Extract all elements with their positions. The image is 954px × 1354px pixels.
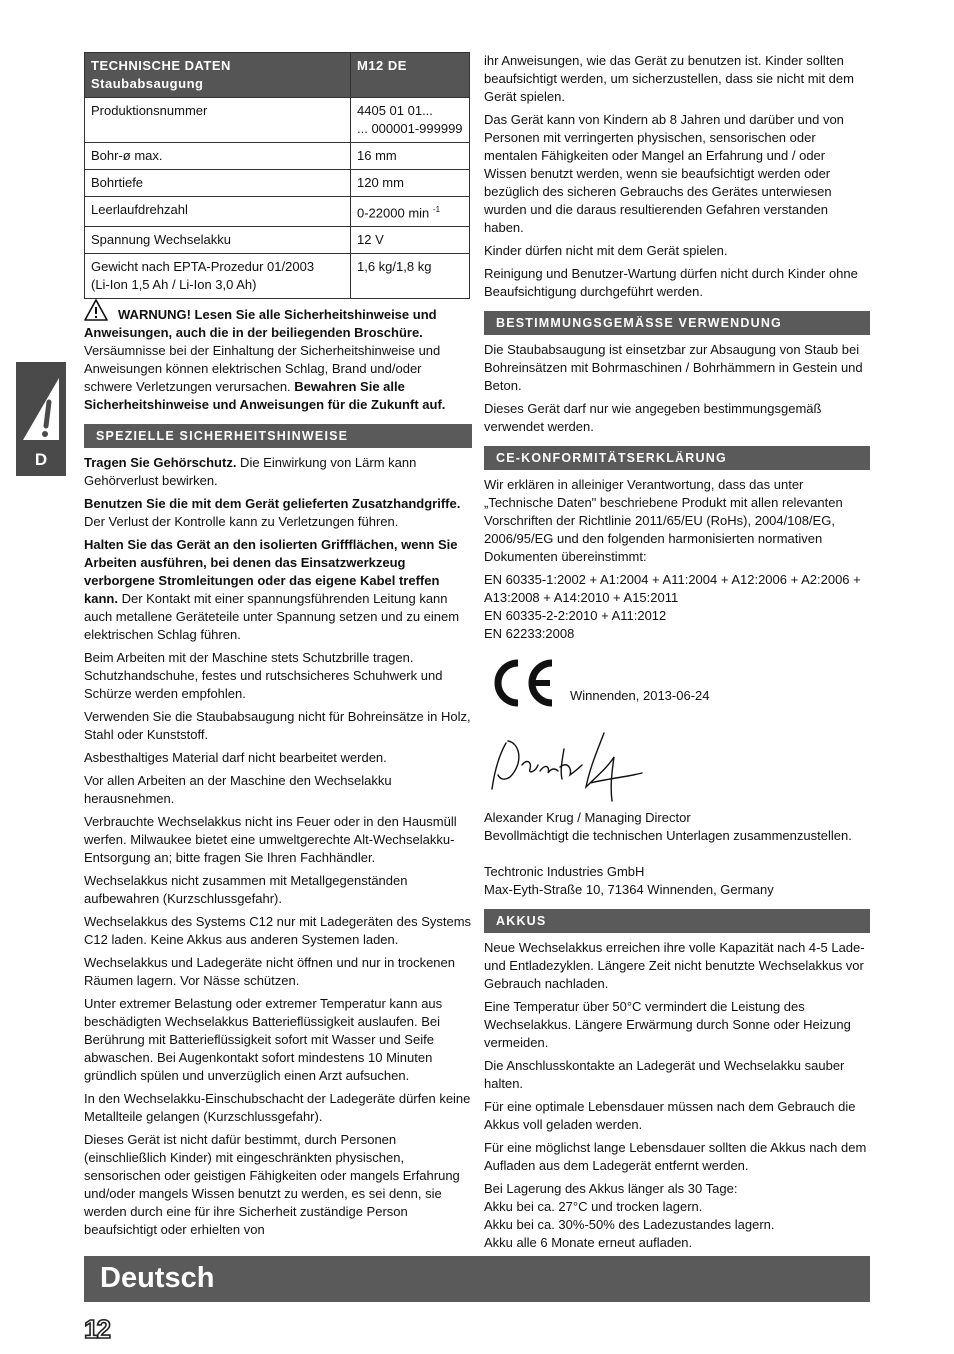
safety-paragraph (84, 536, 472, 644)
spec-value: 1,6 kg/1,8 kg (351, 254, 470, 299)
ce-standards (484, 571, 870, 643)
safety-paragraph (84, 454, 472, 490)
safety-paragraph: ihr Anweisungen, wie das Gerät zu benutzen ist. Kinder sollten beaufsichtigt werden, um sicherzustellen, dass sie nicht mit dem Gerät spielen. (484, 53, 854, 104)
spec-value: 16 mm (351, 143, 470, 170)
spec-header-line1: TECHNISCHE DATEN (91, 58, 231, 73)
ce-standard-line: A13:2008 + A14:2010 + A15:2011 (484, 590, 679, 605)
safety-text: Der Kontakt mit einer spannungsführenden Leitung kann auch metallene Geräteteile unter Spannung setzen und zu einem elektrischen Schlag führen. (84, 591, 460, 643)
spec-table (84, 52, 470, 299)
spec-label: Leerlaufdrehzahl (85, 197, 351, 227)
table-row (85, 227, 470, 254)
ce-mark-row (484, 657, 870, 723)
spec-value: 120 mm (351, 170, 470, 197)
safety-paragraph: Verbrauchte Wechselakkus nicht ins Feuer oder in den Hausmüll werfen. Milwaukee bietet eine umweltgerechte Alt-Wechselakku-Entsorgung an; bitte fragen Sie Ihren Fachhändler. (84, 814, 457, 866)
spec-header-line2: Staubabsaugung (91, 76, 204, 91)
ce-mark-icon (488, 657, 558, 709)
ce-standard-line: EN 60335-2-2:2010 + A11:2012 (484, 608, 667, 623)
section-heading-intended-use: BESTIMMUNGSGEMÄSSE VERWENDUNG (484, 311, 870, 335)
spec-label: Bohrtiefe (85, 170, 351, 197)
ce-signer-block (484, 809, 870, 899)
table-row (85, 170, 470, 197)
safety-paragraph: Reinigung und Benutzer-Wartung dürfen nicht durch Kinder ohne Beaufsichtigung durchgeführt werden. (484, 266, 858, 299)
language-footer-bar (84, 1256, 870, 1302)
warning-bold-keep: Bewahren Sie alle Sicherheitshinweise und Anweisungen für die Zukunft auf. (84, 379, 446, 413)
spec-header-title (85, 53, 351, 98)
safety-paragraph: Beim Arbeiten mit der Maschine stets Schutzbrille tragen. Schutzhandschuhe, festes und rutschsicheres Schuhwerk und Schürze werden empfohlen. (84, 650, 443, 702)
storage-line: Akku bei ca. 30%-50% des Ladezustandes lagern. (484, 1217, 775, 1232)
spec-value (351, 197, 470, 227)
akku-paragraph: Neue Wechselakkus erreichen ihre volle Kapazität nach 4-5 Lade- und Entladezyklen. Längere Zeit nicht benutzte Wechselakkus vor Gebrauch nachladen. (484, 940, 865, 991)
spec-value-line2: ... 000001-999999 (357, 121, 463, 136)
safety-bold: Benutzen Sie die mit dem Gerät gelieferten Zusatzhandgriffe. (84, 496, 461, 512)
spec-value-text: 0-22000 min (357, 205, 430, 221)
general-warning (84, 299, 472, 414)
intended-paragraph: Die Staubabsaugung ist einsetzbar zur Absaugung von Staub bei Bohreinsätzen mit Bohrmaschinen / Bohrhämmern in Gestein und Beton. (484, 342, 863, 393)
akku-paragraph: Die Anschlusskontakte an Ladegerät und Wechselakku sauber halten. (484, 1058, 845, 1091)
ce-intro: Wir erklären in alleiniger Verantwortung, dass das unter „Technische Daten" beschriebene Produkt mit allen relevanten Vorschriften der Richtlinie 2011/65/EU (RoHs), 2004/108/EG, 2006/95/EG und den folgenden harmonisierten normativen Dokumenten übereinstimmt: (484, 477, 843, 564)
spec-value: 12 V (351, 227, 470, 254)
spec-label: Bohr-ø max. (85, 143, 351, 170)
storage-line: Akku bei ca. 27°C und trocken lagern. (484, 1199, 703, 1214)
language-side-tab (16, 362, 66, 476)
left-column (84, 52, 472, 1244)
safety-paragraph: Das Gerät kann von Kindern ab 8 Jahren und darüber und von Personen mit verringerten physischen, sensorischen oder mentalen Fähigkeiten oder Mangel an Erfahrung und / oder Wissen benutzt werden, wenn sie beaufsichtigt werden oder bezüglich des sicheren Gebrauchs des Gerätes unterwiesen wurden und die daraus resultierenden Gefahren verstanden haben. (484, 112, 844, 235)
warning-bold-intro: WARNUNG! Lesen Sie alle Sicherheitshinweise und Anweisungen, auch die in der beiliegenden Broschüre. (84, 307, 437, 341)
safety-paragraph: Unter extremer Belastung oder extremer Temperatur kann aus beschädigten Wechselakkus Batterieflüssigkeit auslaufen. Bei Berührung mit Batterieflüssigkeit sofort mit Wasser und Seife abwaschen. Bei Augenkontakt sofort mindestens 10 Minuten gründlich spülen und unverzüglich einen Arzt aufsuchen. (84, 996, 443, 1084)
warning-triangle-icon (19, 374, 63, 444)
storage-line: Akku alle 6 Monate erneut aufladen. (484, 1235, 693, 1250)
safety-bold: Halten Sie das Gerät an den isolierten Griffflächen, wenn Sie Arbeiten ausführen, bei denen das Einsatzwerkzeug verborgene Stromleitungen oder das eigene Kabel treffen kann. (84, 537, 458, 607)
safety-paragraph: Vor allen Arbeiten an der Maschine den Wechselakku herausnehmen. (84, 773, 392, 807)
page-number: 12 (84, 1314, 109, 1344)
safety-text: Der Verlust der Kontrolle kann zu Verletzungen führen. (84, 514, 399, 530)
spec-header-row (85, 53, 470, 98)
ce-signer: Alexander Krug / Managing Director (484, 810, 691, 825)
intended-paragraph: Dieses Gerät darf nur wie angegeben bestimmungsgemäß verwendet werden. (484, 401, 822, 434)
spacer (484, 845, 870, 863)
signature-image (486, 727, 656, 809)
akku-paragraph: Für eine optimale Lebensdauer müssen nach dem Gebrauch die Akkus voll geladen werden. (484, 1099, 856, 1132)
section-heading-special-safety: SPEZIELLE SICHERHEITSHINWEISE (84, 424, 472, 448)
language-letter: D (34, 450, 48, 469)
ce-address: Max-Eyth-Straße 10, 71364 Winnenden, Germany (484, 882, 774, 897)
language-title: Deutsch (100, 1262, 215, 1294)
safety-paragraph: Kinder dürfen nicht mit dem Gerät spielen. (484, 243, 728, 258)
safety-paragraph: Wechselakkus nicht zusammen mit Metallgegenständen aufbewahren (Kurzschlussgefahr). (84, 873, 408, 907)
safety-paragraph: In den Wechselakku-Einschubschacht der Ladegeräte dürfen keine Metallteile gelangen (Kurzschlussgefahr). (84, 1091, 471, 1125)
spec-value (351, 98, 470, 143)
ce-company: Techtronic Industries GmbH (484, 864, 645, 879)
spec-label-line1: Gewicht nach EPTA-Prozedur 01/2003 (91, 259, 315, 275)
spec-label: Produktionsnummer (85, 98, 351, 143)
ce-standard-line: EN 60335-1:2002 + A1:2004 + A11:2004 + A12:2006 + A2:2006 + (484, 572, 861, 587)
safety-paragraph: Dieses Gerät ist nicht dafür bestimmt, durch Personen (einschließlich Kinder) mit eingeschränkten physischen, sensorischen oder geistigen Fähigkeiten oder mangels Erfahrung und/oder mangels Wissen benutzt zu werden, es sei denn, sie werden durch eine für ihre Sicherheit zuständige Person beaufsichtigt oder erhielten von (84, 1132, 460, 1238)
warning-icon (84, 299, 108, 321)
safety-paragraph: Wechselakkus des Systems C12 nur mit Ladegeräten des Systems C12 laden. Keine Akkus aus anderen Systemen laden. (84, 914, 472, 948)
safety-paragraph: Asbesthaltiges Material darf nicht bearbeitet werden. (84, 750, 387, 766)
section-heading-akkus: AKKUS (484, 909, 870, 933)
table-row (85, 197, 470, 227)
table-row (85, 98, 470, 143)
safety-bold: Tragen Sie Gehörschutz. (84, 455, 237, 471)
spec-label: Spannung Wechselakku (85, 227, 351, 254)
spec-label-line2: (Li-Ion 1,5 Ah / Li-Ion 3,0 Ah) (91, 277, 257, 293)
safety-text: Die Einwirkung von Lärm kann Gehörverlust bewirken. (84, 455, 417, 489)
table-row (85, 254, 470, 299)
spec-value-line1: 4405 01 01... (357, 103, 433, 118)
ce-authorized: Bevollmächtigt die technischen Unterlagen zusammenzustellen. (484, 828, 852, 843)
safety-paragraph (84, 495, 472, 531)
spec-label (85, 254, 351, 299)
table-row (85, 143, 470, 170)
akku-paragraph: Eine Temperatur über 50°C vermindert die Leistung des Wechselakkus. Längere Erwärmung durch Sonne oder Heizung vermeiden. (484, 999, 851, 1050)
safety-paragraph: Verwenden Sie die Staubabsaugung nicht für Bohreinsätze in Holz, Stahl oder Kunststoff. (84, 709, 471, 743)
section-heading-ce: CE-KONFORMITÄTSERKLÄRUNG (484, 446, 870, 470)
right-column (484, 52, 870, 1252)
ce-standard-line: EN 62233:2008 (484, 626, 575, 641)
ce-place-date: Winnenden, 2013-06-24 (570, 688, 710, 703)
spec-value-sup: -1 (432, 205, 441, 214)
storage-line: Bei Lagerung des Akkus länger als 30 Tage: (484, 1181, 738, 1196)
storage-block (484, 1180, 870, 1252)
akku-paragraph: Für eine möglichst lange Lebensdauer sollten die Akkus nach dem Aufladen aus dem Ladegerät entfernt werden. (484, 1140, 867, 1173)
spec-header-model: M12 DE (351, 53, 470, 98)
safety-paragraph: Wechselakkus und Ladegeräte nicht öffnen und nur in trockenen Räumen lagern. Vor Nässe schützen. (84, 955, 455, 989)
warning-text: Versäumnisse bei der Einhaltung der Sicherheitshinweise und Anweisungen können elektrischen Schlag, Brand und/oder schwere Verletzungen verursachen. (84, 343, 441, 395)
